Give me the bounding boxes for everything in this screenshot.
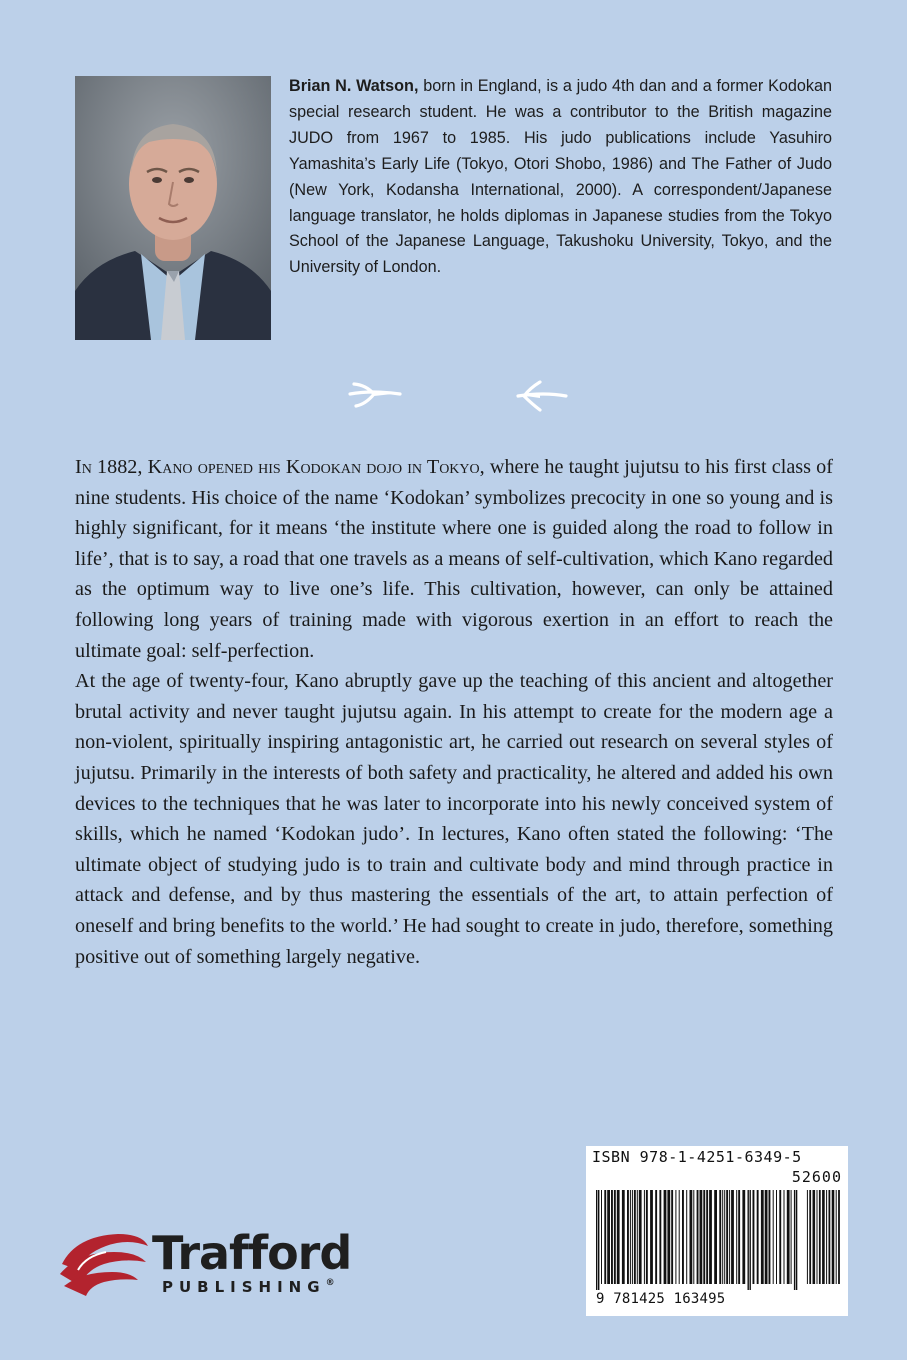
isbn-digits: 9 781425 163495: [596, 1291, 726, 1307]
description-paragraph-1-text: where he taught jujutsu to his first class of nine students. His choice of the name ‘Kodokan’ symbolizes precocity in one so young and is highly significant, for it means ‘the institute where one is guided along the road to follow in life’, that is to say, a road that one travels as a means of self-cultivation, which Kano regarded as the optimum way to live one’s life. This cultivation, however, can only be attained following long years of training made with vigorous exertion in an effort to reach the ultimate goal: self-perfection.: [75, 456, 833, 662]
registered-mark: ®: [325, 1278, 335, 1288]
isbn-label: ISBN 978-1-4251-6349-5: [592, 1148, 802, 1166]
trafford-wave-logo-icon: [58, 1230, 150, 1298]
description-paragraph-2: At the age of twenty-four, Kano abruptly gave up the teaching of this ancient and altogether brutal activity and never taught jujutsu again. In his attempt to create for the modern age a non-violent, spiritually inspiring antagonistic art, he carried out research on several styles of jujutsu. Primarily in the interests of both safety and practicality, he altered and added his own devices to the techniques that he was later to incorporate into his newly conceived system of skills, which he named ‘Kodokan judo’. In lectures, Kano often stated the following: ‘The ultimate object of studying judo is to train and cultivate body and mind through practice in attack and defense, and by thus mastering the essentials of the art, to attain perfection of oneself and bring benefits to the world.’ He had sought to create in judo, therefore, something positive out of something largely negative.: [75, 670, 833, 968]
feather-flourish-icon: [344, 376, 574, 416]
publisher-subtitle: [162, 1278, 335, 1296]
author-name: Brian N. Watson,: [289, 77, 419, 95]
author-portrait-icon: [75, 76, 271, 340]
description-lead-in: In 1882, Kano opened his Kodokan dojo in Tokyo,: [75, 456, 485, 478]
publisher-subtitle-text: PUBLISHING: [162, 1278, 326, 1296]
book-description: [75, 452, 833, 972]
author-photo: [75, 76, 271, 340]
publisher-logo: [58, 1222, 403, 1304]
barcode-bars: [592, 1190, 842, 1290]
description-paragraph-1: [75, 452, 833, 666]
author-bio-text: born in England, is a judo 4th dan and a former Kodokan special research student. He was a contributor to the British magazine JUDO from 1967 to 1985. His judo publications include Yasuhiro Yamashita’s Early Life (Tokyo, Otori Shobo, 1986) and The Father of Judo (New York, Kodansha International, 2000). A correspondent/Japanese language translator, he holds diplomas in Japanese studies from the Tokyo School of the Japanese Language, Takushoku University, Tokyo, and the University of London.: [289, 77, 832, 277]
publisher-name: Trafford: [152, 1226, 352, 1280]
price-code: 52600: [791, 1168, 842, 1186]
author-bio: [289, 74, 832, 281]
isbn-barcode: [586, 1146, 848, 1316]
